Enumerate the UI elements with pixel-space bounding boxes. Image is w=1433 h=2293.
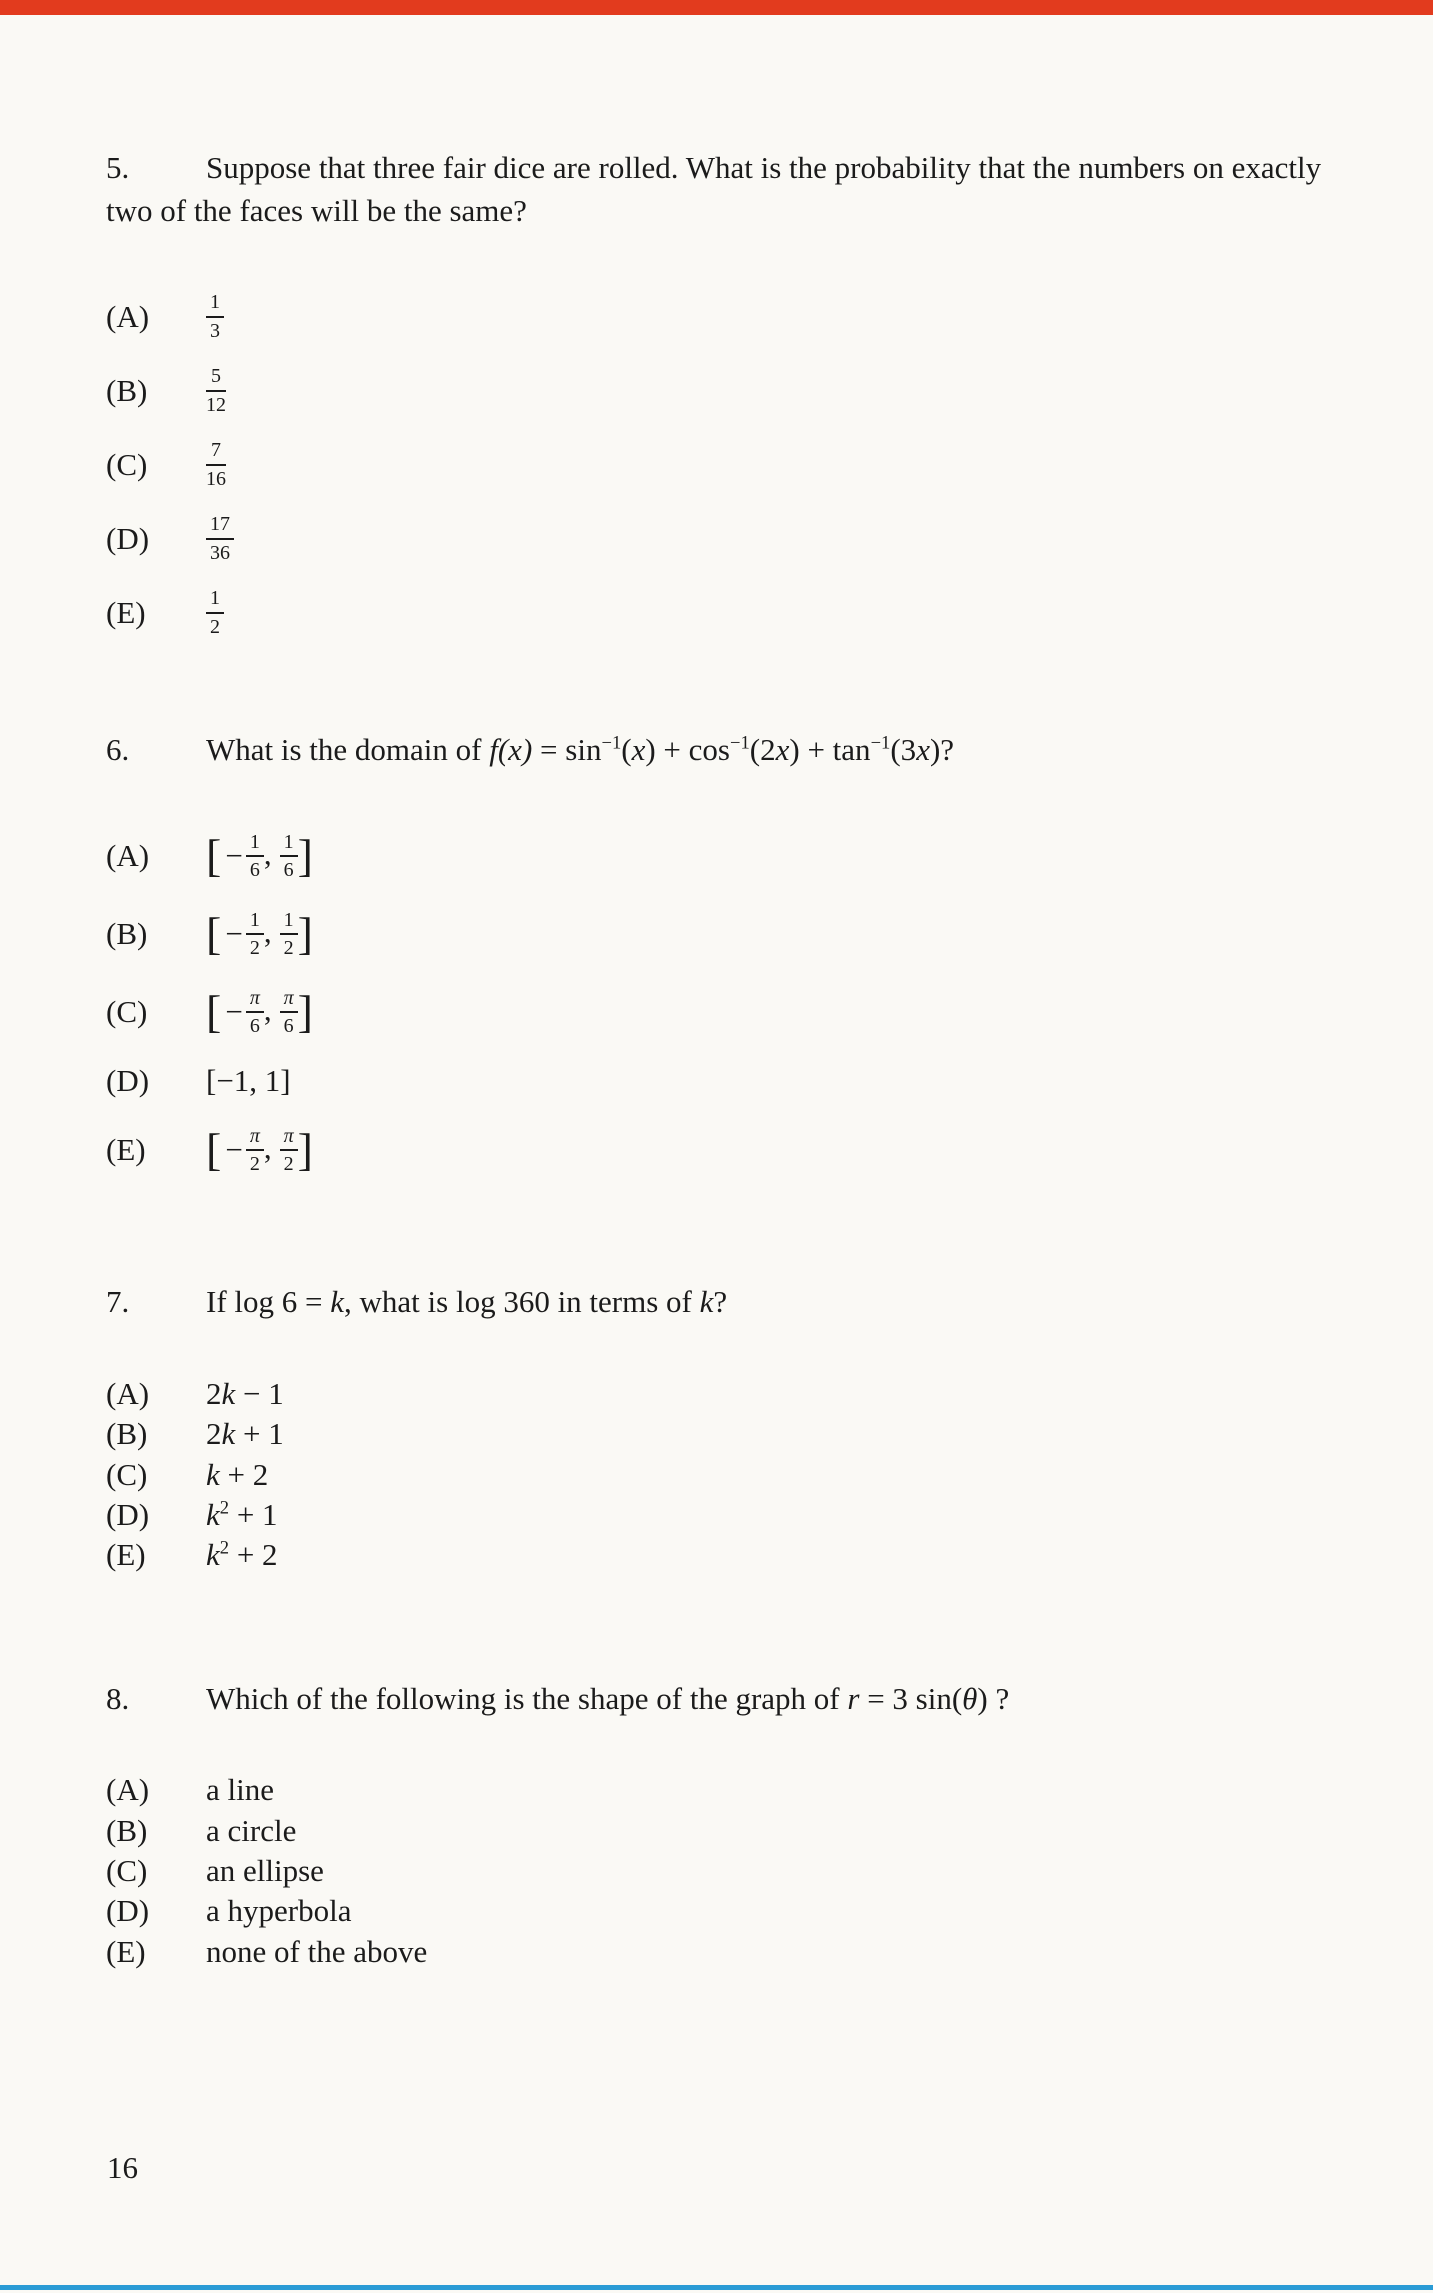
stem-segment: ) + tan	[789, 731, 871, 767]
close-bracket: ]	[297, 908, 313, 960]
fraction	[206, 365, 226, 416]
expression-rest: + 2	[219, 1456, 269, 1492]
option-value: none of the above	[206, 1933, 428, 1969]
top-red-stripe	[0, 0, 1433, 15]
option-value	[206, 1125, 313, 1176]
stem-segment: Which of the following is the shape of the graph of	[206, 1680, 848, 1716]
minus-sign: −	[225, 838, 243, 874]
option-row	[106, 1495, 1347, 1535]
question-8	[106, 1678, 1347, 1972]
option-row	[106, 1374, 1347, 1414]
option-row	[106, 1455, 1347, 1495]
option-row	[106, 1770, 1347, 1810]
option-row	[106, 1851, 1347, 1891]
fraction-denominator: 12	[206, 393, 226, 416]
option-value: a hyperbola	[206, 1893, 352, 1929]
variable: k	[206, 1496, 220, 1532]
option-label: (D)	[106, 1063, 150, 1099]
minus-sign: −	[225, 916, 243, 952]
option-label: (E)	[106, 594, 146, 630]
option-row	[106, 1414, 1347, 1454]
open-bracket: [	[206, 986, 222, 1038]
option-label: (B)	[106, 372, 148, 408]
close-bracket: ]	[297, 1124, 313, 1176]
bottom-blue-line	[0, 2285, 1433, 2290]
option-label: (A)	[106, 1772, 150, 1808]
option-row	[106, 1932, 1347, 1972]
comma-separator: ,	[263, 835, 272, 871]
stem-segment: r	[847, 1680, 860, 1716]
option-label: (B)	[106, 916, 148, 952]
option-value	[206, 831, 313, 882]
option-label: (E)	[106, 1933, 146, 1969]
fraction	[246, 909, 264, 960]
option-row	[106, 361, 1347, 421]
variable: k	[221, 1376, 236, 1412]
expression-rest: − 1	[235, 1376, 284, 1412]
option-label: (A)	[106, 1376, 150, 1412]
exponent: 2	[219, 1497, 230, 1519]
question-number: 5.	[106, 150, 130, 185]
stem-segment: If log 6 =	[206, 1284, 331, 1320]
exponent: −1	[601, 732, 622, 754]
open-bracket: [	[206, 1124, 222, 1176]
minus-sign: −	[225, 1132, 243, 1168]
option-label: (B)	[106, 1416, 148, 1452]
option-value	[206, 1414, 284, 1454]
minus-sign: −	[225, 994, 243, 1030]
option-label: (D)	[106, 1496, 150, 1532]
fraction	[206, 291, 224, 342]
option-row	[106, 1891, 1347, 1931]
question-stem	[106, 729, 1347, 772]
stem-segment: , what is log 360 in terms of	[344, 1284, 700, 1320]
variable: k	[206, 1456, 220, 1492]
option-row	[106, 979, 1347, 1045]
exponent: −1	[729, 732, 750, 754]
fraction-numerator: 1	[206, 291, 224, 317]
options-list	[106, 1374, 1347, 1575]
option-label: (A)	[106, 298, 150, 334]
option-row	[106, 1811, 1347, 1851]
option-label: (C)	[106, 446, 148, 482]
stem-segment: What is the domain of	[206, 731, 490, 767]
fraction-denominator: 6	[249, 859, 260, 882]
question-6	[106, 729, 1347, 1184]
fraction	[206, 439, 226, 490]
stem-segment: = 3 sin(	[859, 1680, 963, 1716]
stem-segment: )?	[929, 731, 955, 767]
exponent: 2	[219, 1537, 230, 1559]
stem-segment: f(x)	[489, 731, 533, 767]
option-label: (D)	[106, 520, 150, 556]
stem-segment: θ	[962, 1680, 978, 1716]
fraction-denominator: 6	[283, 1015, 294, 1038]
option-value: a circle	[206, 1812, 297, 1848]
option-value	[206, 1455, 268, 1495]
question-5	[106, 147, 1347, 643]
fraction	[206, 513, 234, 564]
expression-rest: + 1	[229, 1496, 278, 1532]
page-number: 16	[107, 2150, 138, 2185]
close-bracket: ]	[297, 830, 313, 882]
stem-segment: k	[699, 1284, 714, 1320]
fraction-numerator: π	[246, 987, 264, 1013]
fraction	[246, 1125, 264, 1176]
option-row	[106, 1117, 1347, 1183]
option-value: a line	[206, 1772, 274, 1808]
option-value: an ellipse	[206, 1852, 324, 1888]
options-list	[106, 1770, 1347, 1971]
exponent: −1	[870, 732, 891, 754]
option-row	[106, 823, 1347, 889]
option-row	[106, 287, 1347, 347]
expression-rest: + 2	[229, 1537, 278, 1573]
question-number: 8.	[106, 1680, 130, 1716]
option-row	[106, 509, 1347, 569]
stem-segment: (2	[749, 731, 776, 767]
option-row	[106, 583, 1347, 643]
fraction-denominator: 2	[283, 937, 294, 960]
question-stem	[106, 147, 1347, 233]
fraction-denominator: 6	[249, 1015, 260, 1038]
fraction	[280, 987, 298, 1038]
fraction	[246, 987, 264, 1038]
fraction-numerator: 1	[280, 831, 298, 857]
fraction-denominator: 6	[283, 859, 294, 882]
question-stem	[106, 1678, 1347, 1721]
option-label: (A)	[106, 838, 150, 874]
fraction-denominator: 3	[210, 319, 220, 342]
option-value: [−1, 1]	[206, 1063, 291, 1099]
fraction-denominator: 36	[210, 541, 230, 564]
stem-segment: (3	[890, 731, 917, 767]
fraction-numerator: 1	[246, 831, 264, 857]
stem-segment: ) + cos	[645, 731, 730, 767]
option-row	[106, 901, 1347, 967]
stem-segment: (	[621, 731, 632, 767]
variable: k	[221, 1416, 236, 1452]
open-bracket: [	[206, 830, 222, 882]
fraction-denominator: 16	[206, 467, 226, 490]
fraction-numerator: 1	[206, 587, 224, 613]
fraction-numerator: π	[280, 1125, 298, 1151]
question-number: 6.	[106, 731, 130, 767]
option-label: (C)	[106, 994, 148, 1030]
option-row	[106, 435, 1347, 495]
variable: k	[206, 1537, 220, 1573]
stem-segment: ) ?	[977, 1680, 1010, 1716]
fraction	[280, 909, 298, 960]
fraction-numerator: 1	[280, 909, 298, 935]
option-value	[206, 1495, 278, 1535]
stem-segment: ?	[713, 1284, 728, 1320]
open-bracket: [	[206, 908, 222, 960]
option-row	[106, 1535, 1347, 1575]
option-label: (E)	[106, 1132, 146, 1168]
stem-segment: x	[775, 731, 790, 767]
fraction-denominator: 2	[249, 937, 260, 960]
options-list	[106, 287, 1347, 643]
fraction-numerator: π	[280, 987, 298, 1013]
option-value	[206, 1535, 278, 1575]
coefficient: 2	[206, 1416, 222, 1452]
fraction-denominator: 2	[283, 1153, 294, 1176]
fraction-numerator: 5	[206, 365, 226, 391]
stem-segment: x	[631, 731, 646, 767]
question-stem	[106, 1281, 1347, 1324]
stem-segment: = sin	[532, 731, 602, 767]
fraction-numerator: 1	[246, 909, 264, 935]
fraction	[280, 1125, 298, 1176]
question-number: 7.	[106, 1284, 130, 1320]
option-value	[206, 987, 313, 1038]
expression-rest: + 1	[235, 1416, 284, 1452]
comma-separator: ,	[263, 913, 272, 949]
option-value	[206, 1374, 284, 1414]
option-value	[206, 909, 313, 960]
option-label: (D)	[106, 1893, 150, 1929]
option-label: (C)	[106, 1852, 148, 1888]
fraction	[206, 587, 224, 638]
comma-separator: ,	[263, 1129, 272, 1165]
options-list	[106, 823, 1347, 1183]
option-label: (C)	[106, 1456, 148, 1492]
fraction-numerator: 7	[206, 439, 226, 465]
question-7	[106, 1281, 1347, 1575]
option-label: (B)	[106, 1812, 148, 1848]
close-bracket: ]	[297, 986, 313, 1038]
fraction	[280, 831, 298, 882]
fraction-numerator: 17	[206, 513, 234, 539]
stem-segment: x	[916, 731, 930, 767]
fraction	[246, 831, 264, 882]
stem-segment: k	[330, 1284, 345, 1320]
stem-segment: Suppose that three fair dice are rolled. What is the probability that the numbers on exactly two of the faces will be the same?	[106, 150, 1322, 228]
comma-separator: ,	[263, 991, 272, 1027]
option-label: (E)	[106, 1537, 146, 1573]
coefficient: 2	[206, 1376, 222, 1412]
fraction-numerator: π	[246, 1125, 264, 1151]
fraction-denominator: 2	[210, 615, 220, 638]
fraction-denominator: 2	[249, 1153, 260, 1176]
option-row	[106, 1057, 1347, 1105]
